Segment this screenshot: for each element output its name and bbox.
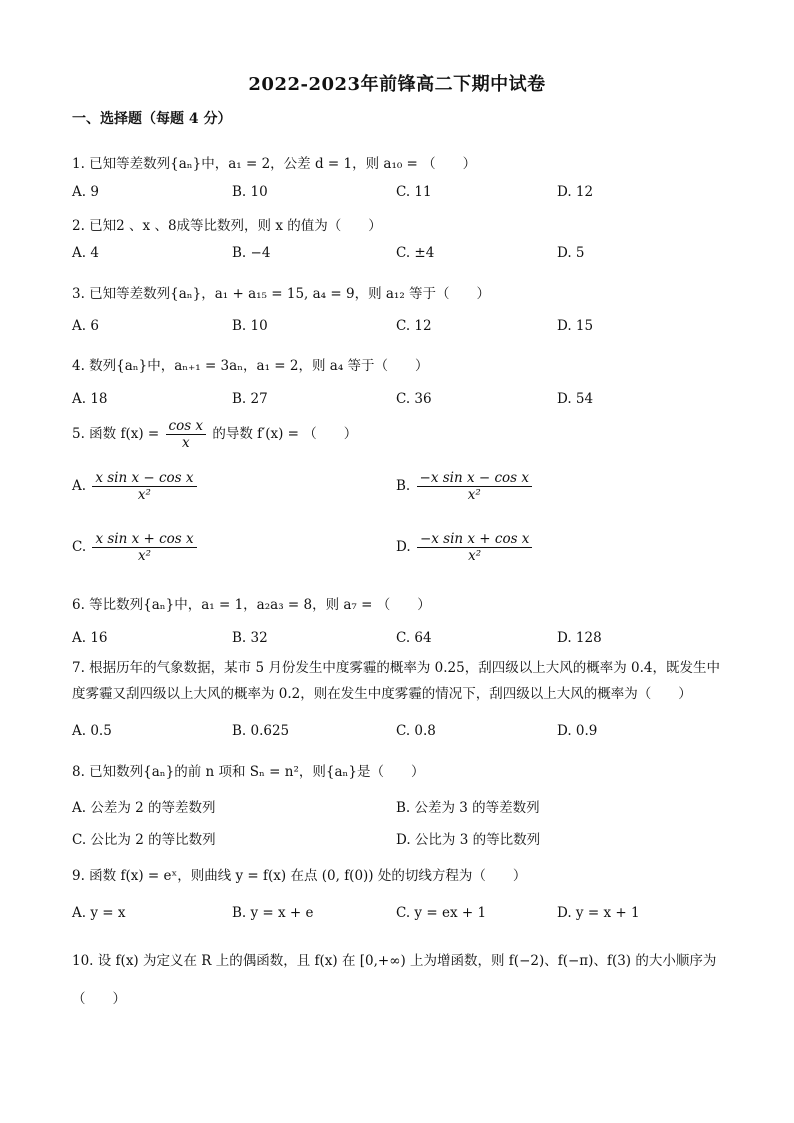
option-label: A.: [72, 478, 87, 494]
question-8-stem: 8. 已知数列{aₙ}的前 n 项和 Sₙ = n²，则{aₙ}是（ ）: [72, 764, 425, 780]
fraction-numerator: x sin x − cos x: [92, 470, 196, 487]
question-7-stem: 7. 根据历年的气象数据，某市 5 月份发生中度雾霾的概率为 0.25，刮四级以上大风的概率为 0.4，既发生中度雾霾又刮四级以上大风的概率为 0.2，则在发生中度雾霾的情况下，刮四级以上大风的概率为（ ）: [72, 660, 720, 702]
option-fraction: [92, 531, 196, 564]
question-2-option-a: A. 4: [72, 245, 99, 261]
question-6-option-a: A. 16: [72, 630, 108, 646]
question-3-option-d: D. 15: [557, 318, 594, 334]
question-8-option-c: C. 公比为 2 的等比数列: [72, 832, 216, 848]
question-6-option-b: B. 32: [232, 630, 268, 646]
question-4-stem: 4. 数列{aₙ}中，aₙ₊₁ = 3aₙ，a₁ = 2，则 a₄ 等于（ ）: [72, 358, 429, 374]
question-1-stem: 1. 已知等差数列{aₙ}中，a₁ = 2，公差 d = 1，则 a₁₀ = （ ）: [72, 156, 477, 172]
question-5-fraction: [166, 418, 207, 451]
question-5-option-b: [396, 470, 534, 503]
question-3-option-a: A. 6: [72, 318, 99, 334]
question-9-option-d: D. y = x + 1: [557, 905, 640, 921]
question-2-option-d: D. 5: [557, 245, 585, 261]
question-7-option-a: A. 0.5: [72, 723, 112, 739]
question-6-option-c: C. 64: [396, 630, 432, 646]
fraction-denominator: x²: [137, 487, 151, 503]
question-1-option-d: D. 12: [557, 184, 594, 200]
question-3-stem: 3. 已知等差数列{aₙ}，a₁ + a₁₅ = 15, a₄ = 9，则 a₁₂ 等于（ ）: [72, 286, 491, 302]
question-4-option-b: B. 27: [232, 391, 268, 407]
question-3-option-b: B. 10: [232, 318, 268, 334]
option-fraction: [417, 531, 532, 564]
fraction-numerator: x sin x + cos x: [92, 531, 196, 548]
question-7-option-d: D. 0.9: [557, 723, 598, 739]
question-9-option-c: C. y = ex + 1: [396, 905, 487, 921]
question-9-stem: 9. 函数 f(x) = eˣ，则曲线 y = f(x) 在点 (0, f(0)) 处的切线方程为（ ）: [72, 868, 527, 884]
question-1-option-c: C. 11: [396, 184, 432, 200]
option-fraction: [92, 470, 196, 503]
question-5-option-c: [72, 531, 199, 564]
fraction-numerator: −x sin x + cos x: [417, 531, 532, 548]
question-5-stem: [72, 418, 357, 451]
question-5-fraction-denominator: x: [181, 435, 190, 451]
question-8-option-a: A. 公差为 2 的等差数列: [72, 800, 216, 816]
question-9-option-b: B. y = x + e: [232, 905, 314, 921]
question-8-option-d: D. 公比为 3 的等比数列: [396, 832, 541, 848]
option-label: D.: [396, 539, 411, 555]
question-6-option-d: D. 128: [557, 630, 602, 646]
fraction-denominator: x²: [467, 487, 481, 503]
question-6-stem: 6. 等比数列{aₙ}中，a₁ = 1，a₂a₃ = 8，则 a₇ = （ ）: [72, 597, 431, 613]
question-10-stem: 10. 设 f(x) 为定义在 R 上的偶函数，且 f(x) 在 [0,+∞) 上为增函数，则 f(−2)、f(−π)、f(3) 的大小顺序为（ ）: [72, 953, 717, 1007]
fraction-numerator: −x sin x − cos x: [417, 470, 532, 487]
question-5-stem-suffix: 的导数 f′(x) = （ ）: [208, 426, 358, 442]
question-1-option-b: B. 10: [232, 184, 268, 200]
question-1-option-a: A. 9: [72, 184, 99, 200]
question-7-option-b: B. 0.625: [232, 723, 290, 739]
page-title: 2022-2023年前锋高二下期中试卷: [248, 74, 546, 95]
section-heading: 一、选择题（每题 4 分）: [72, 111, 232, 127]
question-2-stem: 2. 已知2 、x 、8成等比数列，则 x 的值为（ ）: [72, 218, 382, 234]
question-5-option-d: [396, 531, 534, 564]
question-8-option-b: B. 公差为 3 的等差数列: [396, 800, 540, 816]
question-2-option-b: B. −4: [232, 245, 271, 261]
fraction-denominator: x²: [138, 548, 152, 564]
question-4-option-d: D. 54: [557, 391, 594, 407]
question-5-option-a: [72, 470, 199, 503]
question-5-stem-prefix: 5. 函数 f(x) =: [72, 426, 164, 442]
fraction-denominator: x²: [468, 548, 482, 564]
question-3-option-c: C. 12: [396, 318, 432, 334]
question-2-option-c: C. ±4: [396, 245, 435, 261]
question-5-fraction-numerator: cos x: [166, 418, 207, 435]
option-label: B.: [396, 478, 411, 494]
option-label: C.: [72, 539, 87, 555]
question-9-option-a: A. y = x: [72, 905, 126, 921]
question-7-option-c: C. 0.8: [396, 723, 436, 739]
question-4-option-c: C. 36: [396, 391, 432, 407]
option-fraction: [417, 470, 532, 503]
question-4-option-a: A. 18: [72, 391, 108, 407]
